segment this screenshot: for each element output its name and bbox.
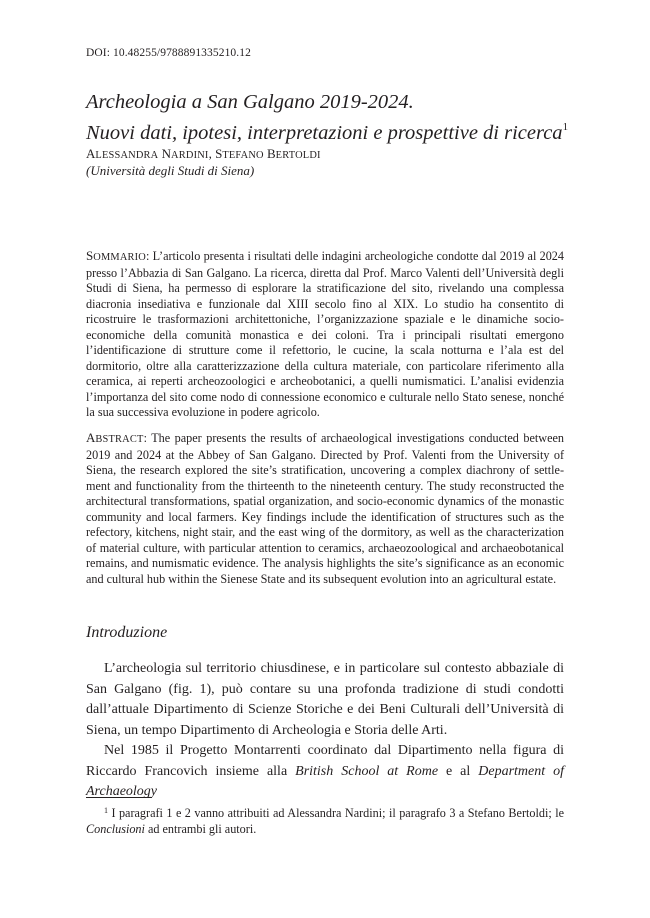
section-heading: Introduzione xyxy=(86,624,168,641)
affiliation: (Università degli Studi di Siena) xyxy=(86,163,255,178)
title-line-2: Nuovi dati, ipotesi, interpretazioni e prospettive di ricerca xyxy=(86,122,563,144)
author-separator: , xyxy=(208,146,216,161)
article-title xyxy=(86,90,586,146)
author-2-last-initial: B xyxy=(267,146,276,161)
author-2-first-rest: TEFANO xyxy=(222,150,264,161)
author-list xyxy=(86,146,321,164)
abstract-text: : The paper presents the results of archaeological investigations conducted between 2019 and 2024 at the Abbey of San Galgano. Directed by Prof. Valenti from the University of Siena, the research explored the site’s stratification, uncovering a complex diachrony of settlement and functionality from the thirteenth to the nineteenth century. The study reconstructed the architectural transformations, spatial organization, and socio-economic dynamics of the monastic community and local farmers. Key findings include the identification of structures such as the refectory, kitchens, night stair, and the east wing of the dormitory, as well as the characterization of material culture, with particular attention to ceramics, archaeozoological and archaeobotanical remains, and numismatic evidence. The analysis highlights the site’s significance as an economic and cultural hub within the Sienese State and its subsequent evolution into an agricultural estate. xyxy=(86,431,564,586)
body-paragraph-1: L’archeologia sul territorio chiusdinese, e in particolare sul contesto abbaziale di San Galgano (fig. 1), può contare su una profonda tradizione di studi condotti dall’attuale Dipartimento di Scienze Storiche e dei Beni Culturali dell’Università di Siena, un tempo Dipartimento di Archeologia e Storia delle Arti. xyxy=(86,661,564,738)
abstract-label-rest: BSTRACT xyxy=(95,434,144,445)
footnote-divider xyxy=(86,797,152,798)
author-2-last-rest: ERTOLDI xyxy=(275,150,321,161)
author-2-first-initial: S xyxy=(215,146,223,161)
footnote-text-b: ad entrambi gli autori. xyxy=(144,822,257,836)
department-italic: Department of Archaeology xyxy=(86,763,564,799)
author-1-first-initial: A xyxy=(86,146,96,161)
body-paragraph-2-text-b: e al xyxy=(438,763,479,779)
footnote-mark: 1 xyxy=(104,806,108,815)
footnote-text-a: I paragrafi 1 e 2 vanno attribuiti ad Alessandra Nardini; il paragrafo 3 a Stefano Bertoldi; le xyxy=(108,806,564,820)
footnote-1 xyxy=(86,803,564,837)
abstract-label-initial: A xyxy=(86,430,96,445)
doi-line: DOI: 10.48255/9788891335210.12 xyxy=(86,47,251,59)
sommario-paragraph xyxy=(86,248,564,421)
author-1-last-initial: N xyxy=(161,146,172,161)
british-school-italic: British School at Rome xyxy=(295,763,439,779)
sommario-text: : L’articolo presenta i risultati delle indagini archeologiche condotte dal 2019 al 2024 presso l’Abbazia di San Galgano. La ricerca, diretta dal Prof. Marco Valenti dell’Università degli Studi di Siena, ha permesso di esplorare la stratificazione del sito, rivelando una complessa diacronia insediativa e funzionale dal XIII secolo fino al XIX. Lo studio ha consentito di ricostruire le trasformazioni architettoniche, l’organizzazione spaziale e le dinamiche socio-economiche della comunità monastica e dei coloni. Tra i principali risultati emergono l’identificazione di strutture come il refettorio, le cucine, la scala notturna e l’ala est del dormitorio, oltre alla caratterizzazione della cultura materiale, con particolare riferimento alla ceramica, ai reperti archeozoologici e archeobotanici, a quelli numismatici. L’analisi evidenzia l’importanza del sito come nodo di connessione economico e culturale nello Stato senese, nonché la sua successiva evoluzione in podere agricolo. xyxy=(86,249,564,419)
sommario-label-initial: S xyxy=(86,248,94,263)
abstract-paragraph xyxy=(86,430,564,587)
title-footnote-mark[interactable]: 1 xyxy=(562,121,569,133)
body-text xyxy=(86,659,564,803)
body-paragraph-2 xyxy=(86,741,564,803)
title-line-1: Archeologia a San Galgano 2019-2024. xyxy=(86,91,414,113)
author-1-first-rest: LESSANDRA xyxy=(95,150,159,161)
body-paragraph-2-text-a: Nel 1985 il Progetto Montarrenti coordinato dal Dipartimento nella figura di Riccardo Francovich insieme alla xyxy=(86,743,564,779)
footnote-italic: Conclusioni xyxy=(86,822,145,836)
sommario-label-rest: OMMARIO xyxy=(93,252,147,263)
author-1-last-rest: ARDINI xyxy=(171,150,209,161)
